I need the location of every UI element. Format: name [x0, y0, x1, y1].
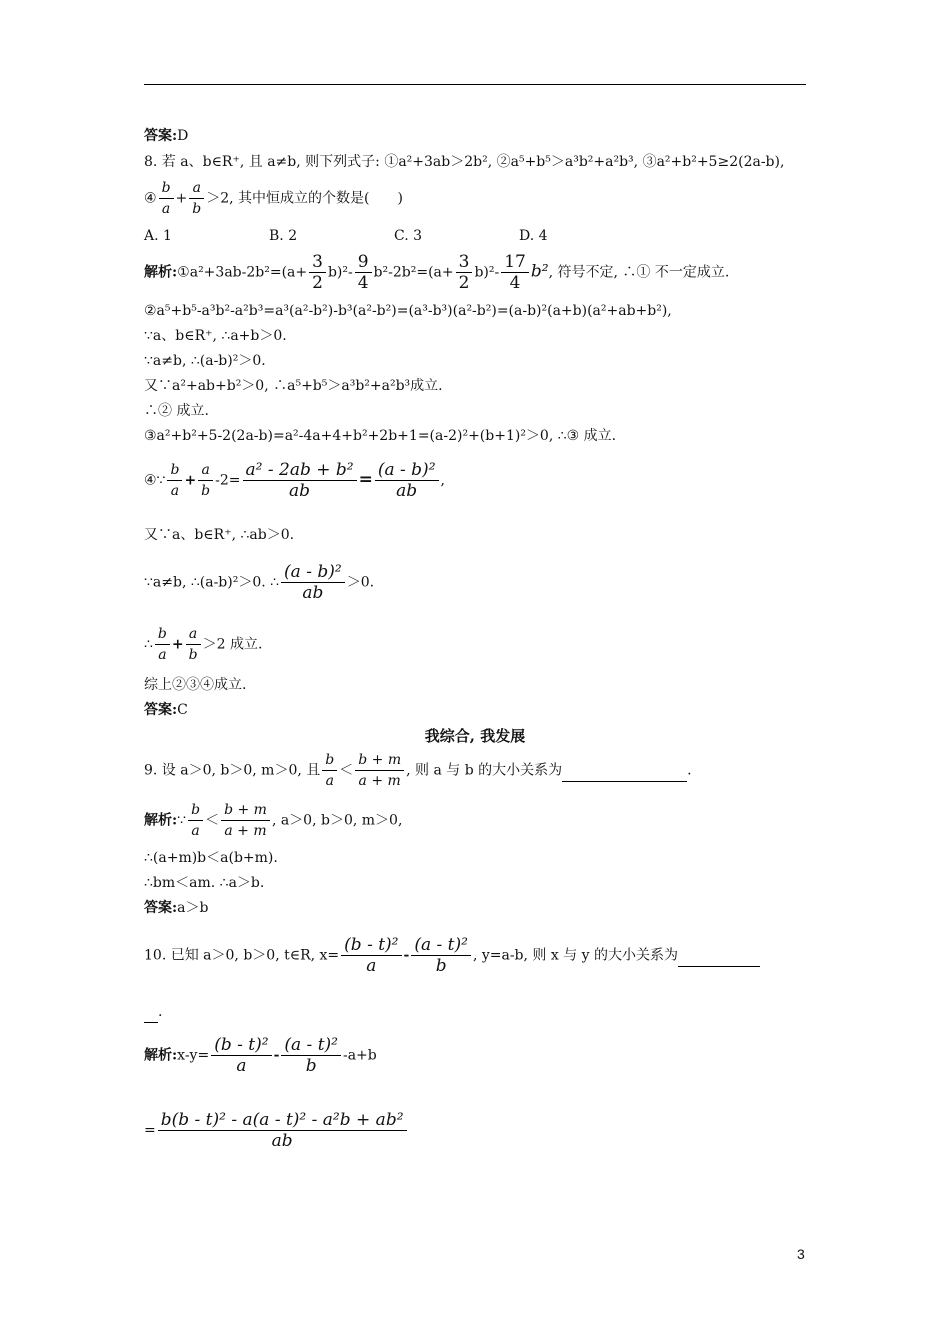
- solution-10-line-2: = $\frac{\text{b(b - t)² - a(a - t)² - a²b + ab²}}{ab}$: [144, 1110, 409, 1151]
- solution-8-line-6: ∴② 成立.: [144, 403, 209, 419]
- question-8-line-1: 8. 若 a、b∈R⁺, 且 a≠b, 则下列式子: ①a²+3ab＞2b², ②a⁵+b⁵＞a³b²+a²b³, ③a²+b²+5≥2(2a-b),: [144, 154, 785, 170]
- solution-8-line-2: ②a⁵+b⁵-a³b²-a²b³=a³(a²-b²)-b³(a²-b²)=(a³-b³)(a²-b²)=(a-b)²(a+b)(a²+ab+b²),: [144, 303, 672, 319]
- answer-9: 答案:a＞b: [144, 900, 209, 916]
- solution-10-line-1: 解析:x-y= $\frac{\text{(b - t)²}}{a}$ - $\frac{\text{(a - t)²}}{b}$ -a+b: [144, 1035, 377, 1076]
- choice-c: C. 3: [394, 228, 423, 244]
- solution-8-line-11: ∴ $\frac{b}{a}$ + $\frac{a}{b}$ ＞2 成立.: [144, 626, 263, 663]
- answer-blank-10: [678, 946, 760, 967]
- answer-8: 答案:C: [144, 702, 188, 718]
- question-9: 9. 设 a＞0, b＞0, m＞0, 且 $\frac{b}{a}$ ＜ $\frac{b + m}{a + m}$ , 则 a 与 b 的大小关系为 .: [144, 752, 692, 789]
- solution-8-line-9: 又∵a、b∈R⁺, ∴ab＞0.: [144, 527, 295, 543]
- solution-9-line-3: ∴bm＜am. ∴a＞b.: [144, 875, 265, 891]
- question-10: 10. 已知 a＞0, b＞0, t∈R, x= $\frac{\text{(b - t)²}}{a}$ - $\frac{\text{(a - t)²}}{b}$ , y=a-b, 则 x 与 y 的大小关系为: [144, 935, 760, 976]
- choice-d: D. 4: [519, 228, 548, 244]
- solution-8-line-1: 解析:①a²+3ab-2b²=(a+ $\frac{3}{2}$ b)²- $\frac{9}{4}$ b²-2b²=(a+ $\frac{3}{2}$ b)²- $\frac{17}{4}$ b², 符号不定, ∴① 不一定成立.: [144, 252, 730, 293]
- solution-8-line-4: ∵a≠b, ∴(a-b)²＞0.: [144, 353, 266, 369]
- solution-8-line-10: ∵a≠b, ∴(a-b)²＞0. ∴ $\frac{\text{(a - b)²}}{ab}$ ＞0.: [144, 562, 375, 603]
- solution-8-line-12: 综上②③④成立.: [144, 677, 247, 693]
- question-8-choices: [144, 226, 644, 246]
- answer-7: 答案:D: [144, 128, 189, 144]
- choice-b: B. 2: [269, 228, 298, 244]
- solution-9-line-2: ∴(a+m)b＜a(b+m).: [144, 850, 278, 866]
- header-rule: [144, 84, 806, 85]
- question-10-continued: .: [144, 1002, 162, 1023]
- solution-8-line-8: ④∵ $\frac{b}{a}$ + $\frac{a}{b}$ -2= $\frac{\text{a² - 2ab + b²}}{ab}$ = $\frac{\text{(a - b)²}}{ab}$ ,: [144, 460, 445, 501]
- question-8-line-2: ④ $\frac{b}{a}$ + $\frac{a}{b}$ ＞2, 其中恒成立的个数是( ): [144, 180, 403, 217]
- page-number: 3: [797, 1246, 805, 1262]
- answer-blank-9: [562, 761, 687, 782]
- solution-9-line-1: 解析:∵ $\frac{b}{a}$ ＜ $\frac{b + m}{a + m}$ , a＞0, b＞0, m＞0,: [144, 802, 403, 839]
- solution-8-line-7: ③a²+b²+5-2(2a-b)=a²-4a+4+b²+2b+1=(a-2)²+(b+1)²＞0, ∴③ 成立.: [144, 428, 617, 444]
- solution-8-line-3: ∵a、b∈R⁺, ∴a+b＞0.: [144, 328, 287, 344]
- choice-a: A. 1: [144, 228, 172, 244]
- solution-8-line-5: 又∵a²+ab+b²＞0, ∴a⁵+b⁵＞a³b²+a²b³成立.: [144, 378, 443, 394]
- section-title: 我综合, 我发展: [424, 727, 526, 745]
